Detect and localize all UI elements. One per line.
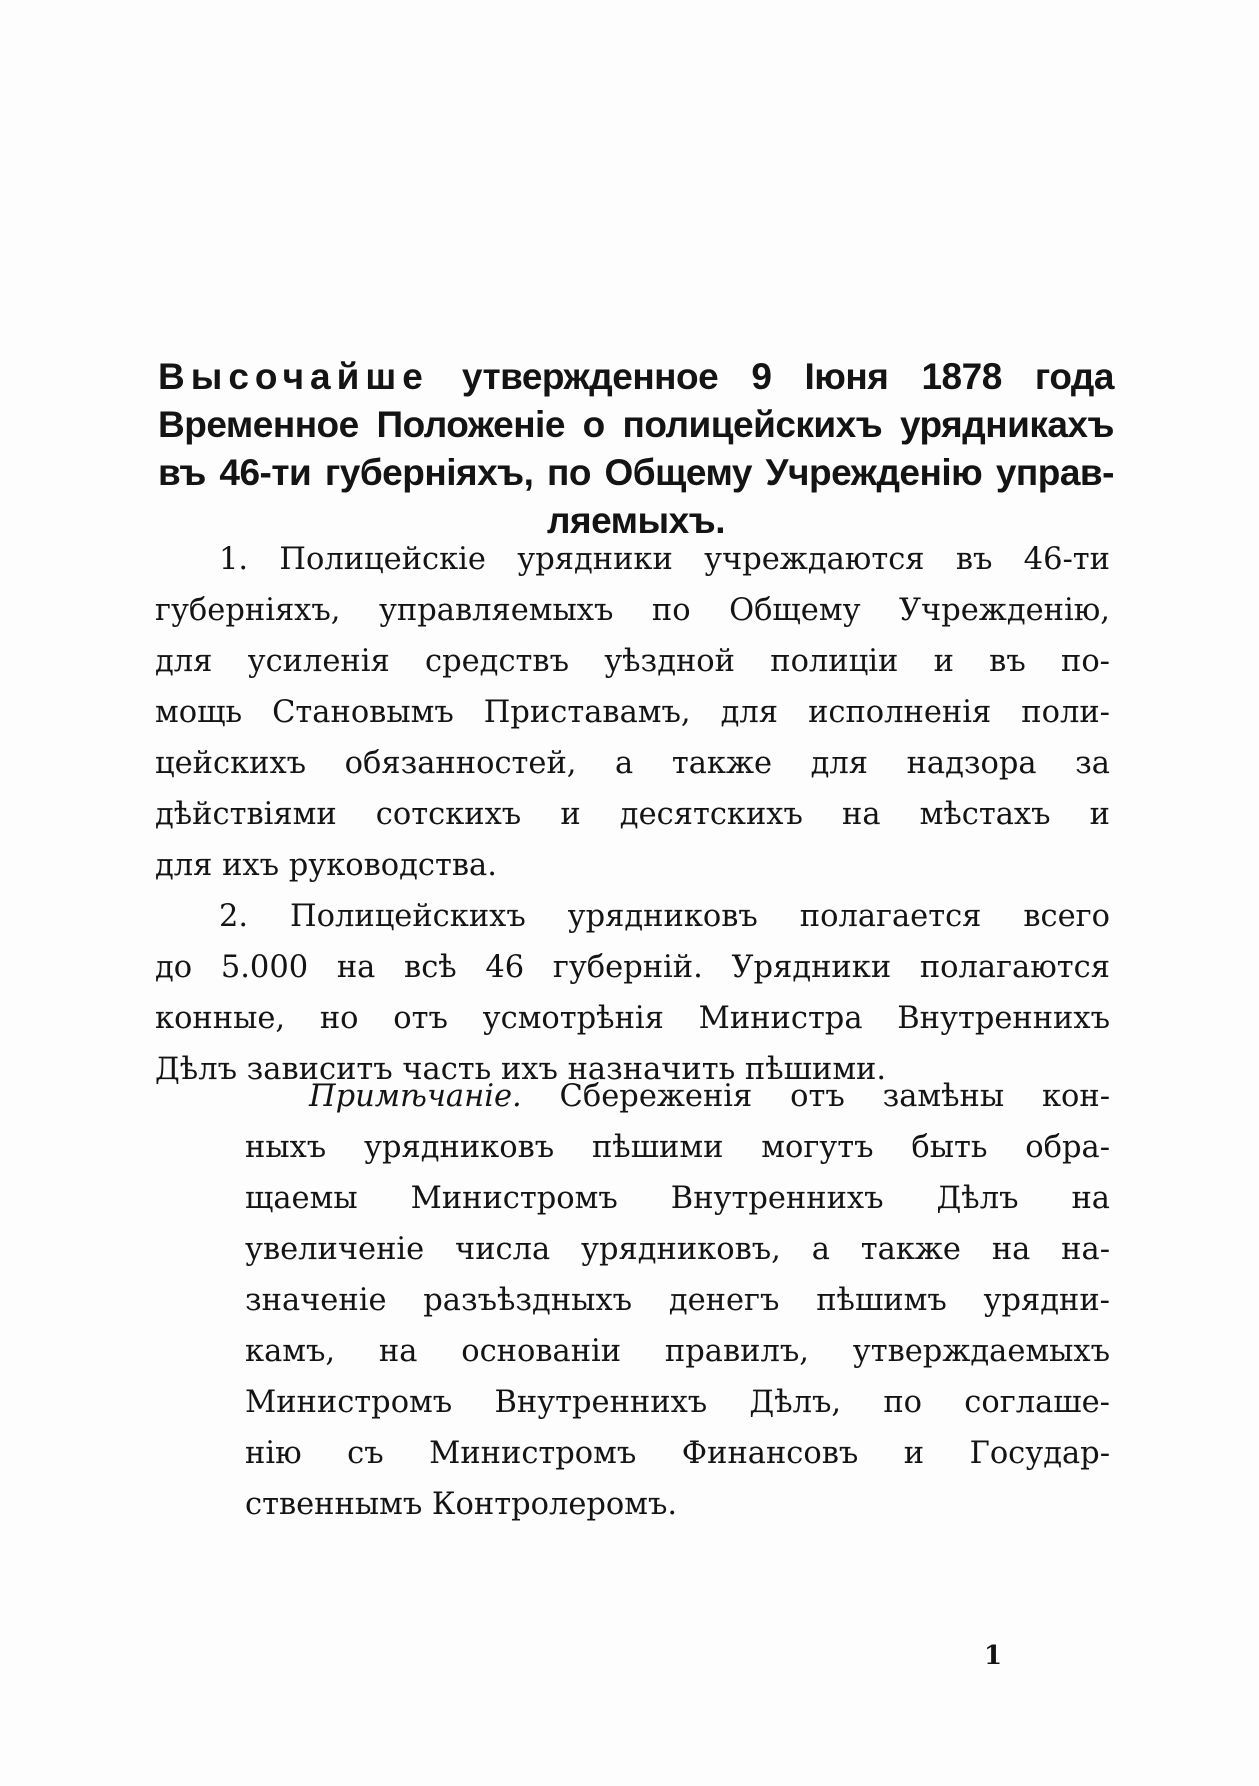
article-2-line: конные, но отъ усмотрѣнія Министра Внутреннихъ <box>155 1001 1110 1036</box>
article-2 <box>155 891 1110 1095</box>
title-emphasis: Высочайше <box>158 356 429 397</box>
article-1-line: цейскихъ обязанностей, а также для надзора за <box>155 746 1110 781</box>
note-line: щаемы Министромъ Внутреннихъ Дѣлъ на <box>245 1181 1110 1216</box>
note-line: ныхъ урядниковъ пѣшими могутъ быть обра- <box>245 1130 1110 1165</box>
article-1-line: губерніяхъ, управляемыхъ по Общему Учрежденію, <box>155 593 1110 628</box>
page-number: 1 <box>984 1641 1003 1671</box>
note-block <box>245 1071 1110 1530</box>
title-line-2: Временное Положеніе о полицейскихъ урядникахъ <box>158 404 1114 445</box>
article-1-line: дѣйствіями сотскихъ и десятскихъ на мѣстахъ и <box>155 797 1110 832</box>
article-1-line: для ихъ руководства. <box>155 848 497 883</box>
title-line-3: въ 46-ти губерніяхъ, по Общему Учрежденію управ- <box>158 452 1114 493</box>
note-first-line-text: Сбереженія отъ замѣны кон- <box>559 1079 1110 1114</box>
article-1-line: мощь Становымъ Приставамъ, для исполненія поли- <box>155 695 1110 730</box>
note-line: камъ, на основаніи правилъ, утверждаемыхъ <box>245 1334 1110 1369</box>
title-line-1 <box>158 353 1114 401</box>
note-line: нію съ Министромъ Финансовъ и Государ- <box>245 1436 1110 1471</box>
note-line: Министромъ Внутреннихъ Дѣлъ, по соглаше- <box>245 1385 1110 1420</box>
note-line: значеніе разъѣздныхъ денегъ пѣшимъ урядни- <box>245 1283 1110 1318</box>
article-1-line: 1. Полицейскіе урядники учреждаются въ 46-ти <box>219 542 1110 577</box>
document-title <box>158 353 1114 545</box>
note-first-line <box>245 1071 1110 1122</box>
note-label: Примѣчаніе. <box>309 1079 522 1114</box>
note-line: увеличеніе числа урядниковъ, а также на на- <box>245 1232 1110 1267</box>
note-line: ственнымъ Контролеромъ. <box>245 1487 678 1522</box>
title-line-1-rest: утвержденное 9 Іюня 1878 года <box>461 356 1114 397</box>
title-line-4: ляемыхъ. <box>547 500 725 541</box>
article-2-line: до 5.000 на всѣ 46 губерній. Урядники полагаются <box>155 950 1110 985</box>
article-2-line: Дѣлъ зависитъ часть ихъ назначить пѣшими. <box>155 1052 887 1087</box>
article-1 <box>155 534 1110 891</box>
article-2-line: 2. Полицейскихъ урядниковъ полагается всего <box>219 899 1110 934</box>
article-1-line: для усиленія средствъ уѣздной полиціи и въ по- <box>155 644 1110 679</box>
